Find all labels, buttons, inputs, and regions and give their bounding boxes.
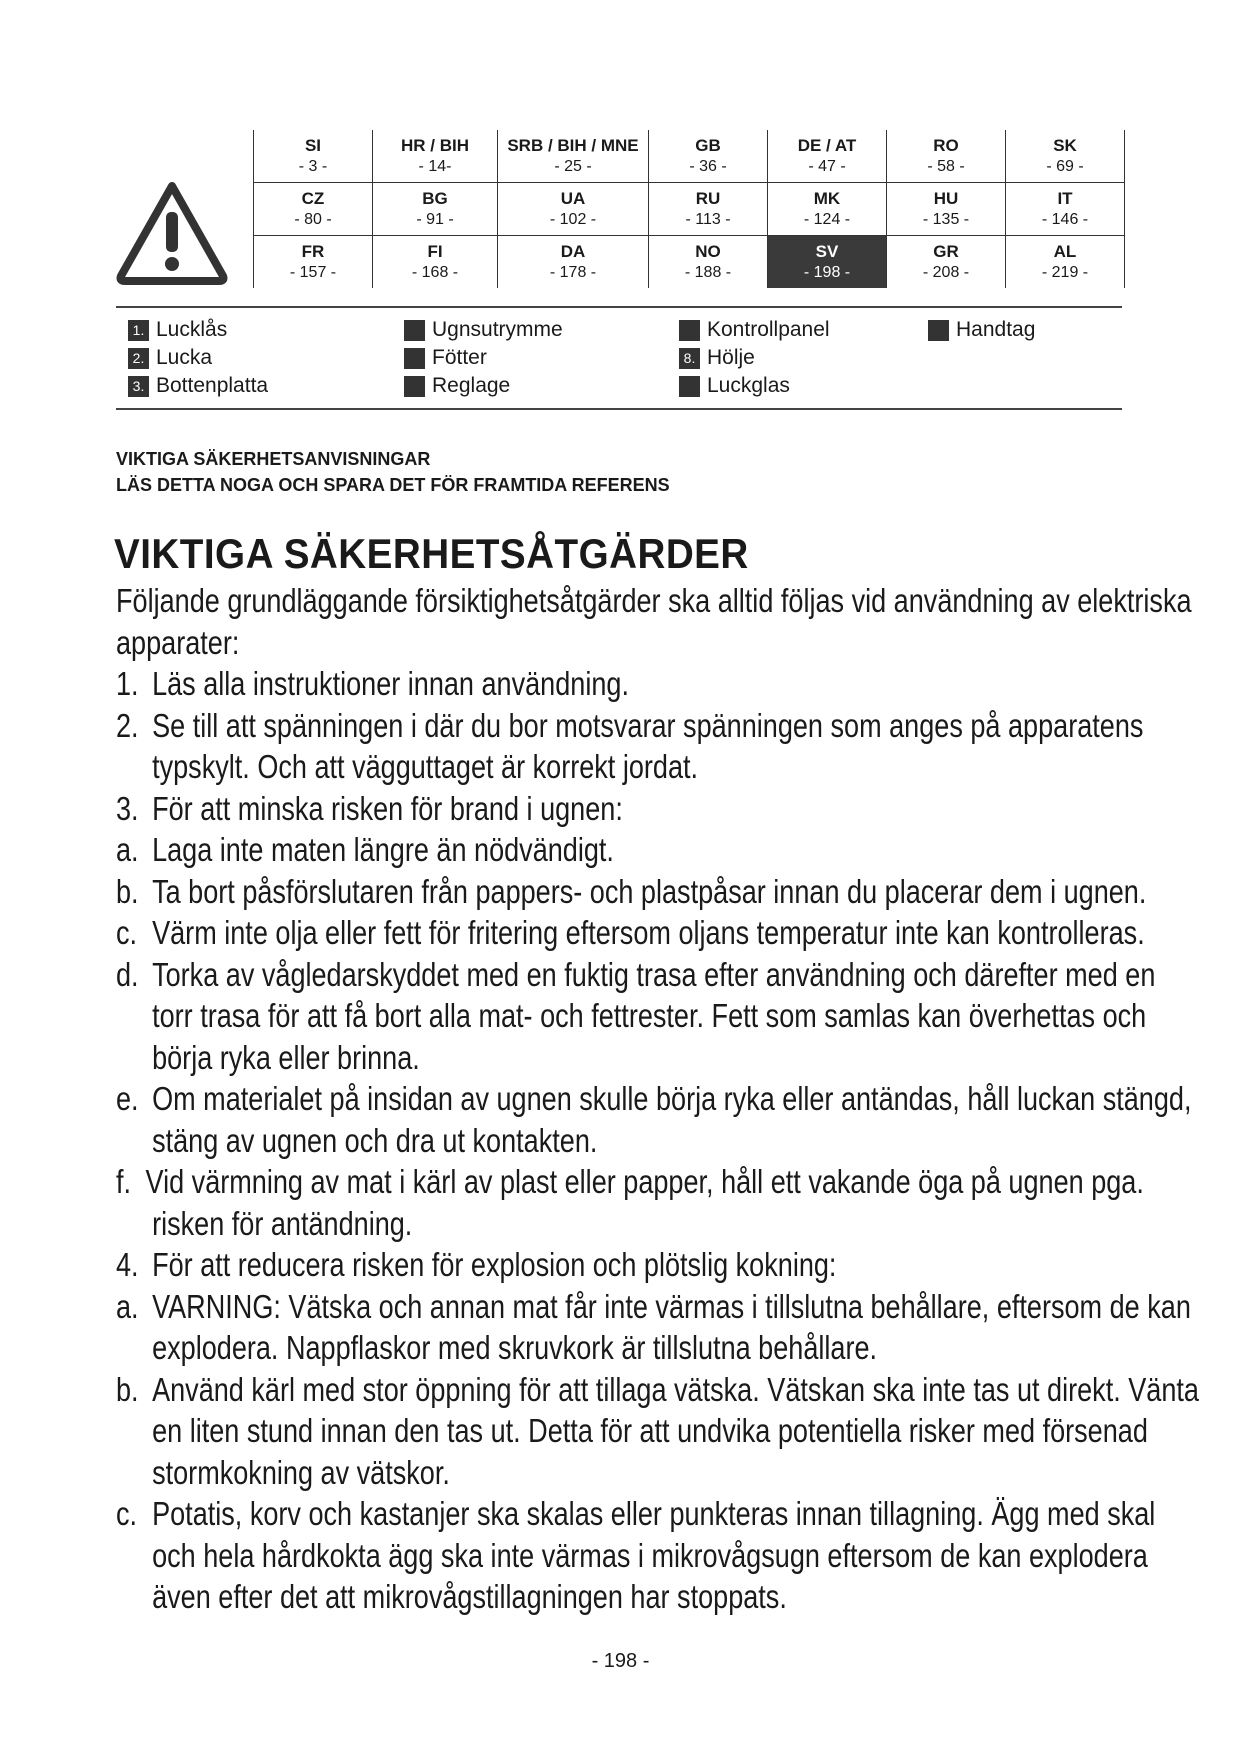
language-cell-al [1006,236,1125,289]
part-number-badge [404,320,425,341]
list-item-text: För att minska risken för brand i ugnen: [152,789,623,827]
list-marker: 1. [116,665,139,702]
part-label: Ugnsutrymme [432,318,563,341]
list-item-text: Torka av vågledarskyddet med en fuktig trasa efter användning och därefter med en [152,955,1156,993]
list-item [116,871,1147,913]
list-item-text: För att reducera risken för explosion och plötslig kokning: [152,1246,837,1283]
list-item-text: Använd kärl med stor öppning för att tillaga vätska. Vätskan ska inte tas ut direkt. Vänta [152,1370,1199,1408]
bottom-divider [116,408,1122,410]
list-item-continuation: och hela hårdkokta ägg ska inte värmas i mikrovågsugn eftersom de kan explodera [152,1536,1148,1574]
language-row [254,236,1125,289]
language-code: AL [1053,242,1077,261]
language-page: - 14- [418,158,452,175]
part-number-badge: 3. [128,376,149,397]
language-page: - 25 - [554,158,592,175]
language-page: - 135 - [922,211,970,228]
language-cell-bg [373,183,498,236]
list-marker: a. [116,831,139,868]
language-page: - 80 - [294,211,332,228]
language-code: BG [422,189,448,208]
language-row [254,183,1125,236]
language-code: NO [695,242,721,261]
language-page: - 102 - [549,211,597,228]
list-item [116,1493,1156,1535]
language-cell-it [1006,183,1125,236]
list-marker: a. [116,1287,139,1325]
list-marker: b. [116,1370,139,1408]
part-number-badge [679,320,700,341]
language-cell-si [254,130,373,183]
part-item [679,372,790,400]
language-index-table [253,130,1125,288]
part-number-badge: 8. [679,348,700,369]
part-number-badge: 1. [128,320,149,341]
part-item [404,316,563,344]
list-item [116,1369,1199,1411]
part-item [928,316,1035,344]
part-item [128,344,212,372]
top-divider [116,306,1122,308]
language-code: DA [560,242,586,261]
language-code: GR [933,242,959,261]
list-item [116,1244,969,1286]
language-code: FR [301,242,325,261]
language-page: - 36 - [689,158,727,175]
part-label: Lucklås [156,318,228,341]
part-item [128,316,227,344]
language-page: - 208 - [922,264,970,281]
list-marker: e. [116,1080,139,1117]
list-item-text: Om materialet på insidan av ugnen skulle börja ryka eller antändas, håll luckan stängd, [152,1080,1192,1117]
list-item-continuation: börja ryka eller brinna. [152,1038,420,1076]
language-code: SV [815,242,839,261]
list-marker: d. [116,955,139,993]
list-item-continuation: typskylt. Och att vägguttaget är korrekt jordat. [152,748,699,785]
warning-triangle-icon [115,180,229,286]
language-cell-ua [498,183,649,236]
part-label: Kontrollpanel [707,318,830,341]
page-number: - 198 - [591,1650,650,1672]
language-cell-fr [254,236,373,289]
part-label: Bottenplatta [156,374,269,397]
part-item [404,372,510,400]
language-cell-gb [649,130,768,183]
part-label: Handtag [956,318,1036,341]
list-marker: 4. [116,1246,139,1283]
language-code: HU [933,189,959,208]
language-page: - 188 - [684,264,732,281]
list-item-text: Värm inte olja eller fett för fritering eftersom oljans temperatur inte kan kontrolleras. [152,914,1145,951]
list-item [116,829,969,871]
list-item-continuation: stormkokning av vätskor. [152,1453,450,1491]
language-code: FI [427,242,443,261]
language-cell-srb-bih-mne [498,130,649,183]
language-cell-sk [1006,130,1125,183]
language-cell-mk [768,183,887,236]
list-marker: c. [116,1495,138,1532]
part-item [128,372,268,400]
list-item-text: Vid värmning av mat i kärl av plast eller papper, håll ett vakande öga på ugnen pga. [145,1163,1144,1200]
language-code: GB [695,136,721,155]
language-code: UA [560,189,586,208]
list-item-continuation: risken för antändning. [152,1204,413,1242]
language-page: - 157 - [289,264,337,281]
language-code: IT [1057,189,1073,208]
language-cell-no [649,236,768,289]
language-page: - 124 - [803,211,851,228]
language-code: RU [695,189,721,208]
language-cell-ro [887,130,1006,183]
list-item-continuation: en liten stund innan den tas ut. Detta för att undvika potentiella risker med försenad [152,1412,1148,1449]
language-cell-de-at [768,130,887,183]
part-item [404,344,487,372]
part-label: Lucka [156,346,213,369]
language-code: DE / AT [797,136,857,155]
list-item-continuation: även efter det att mikrovågstillagningen har stoppats. [152,1578,787,1615]
safety-headings [116,446,670,498]
language-cell-ru [649,183,768,236]
language-page: - 146 - [1041,211,1089,228]
part-item [679,316,830,344]
instructions-body [116,580,1199,1618]
part-label: Fötter [432,346,487,369]
language-page: - 47 - [808,158,846,175]
part-number-badge [928,320,949,341]
list-item-continuation: stäng av ugnen och dra ut kontakten. [152,1121,598,1159]
list-marker: 2. [116,706,139,744]
part-number-badge [404,348,425,369]
language-cell-cz [254,183,373,236]
language-cell-gr [887,236,1006,289]
language-row [254,130,1125,183]
intro-line: apparater: [116,623,240,661]
list-item-continuation: explodera. Nappflaskor med skruvkork är tillslutna behållare. [152,1329,878,1366]
part-item [679,344,755,372]
parts-legend [128,316,1118,400]
part-label: Luckglas [707,374,790,397]
list-item [116,1078,1192,1120]
list-item [116,663,969,705]
language-page: - 113 - [685,211,731,228]
page-title: VIKTIGA SÄKERHETSÅTGÄRDER [114,530,749,577]
intro-line: Följande grundläggande försiktighetsåtgärder ska alltid följas vid användning av elektriska [116,582,1192,619]
language-cell-fi [373,236,498,289]
language-code: CZ [301,189,325,208]
list-item [116,1161,1144,1203]
part-label: Reglage [432,374,511,397]
language-page: - 198 - [803,264,851,281]
language-cell-sv [768,236,887,289]
list-item-text: Se till att spänningen i där du bor motsvarar spänningen som anges på apparatens [152,706,1144,744]
language-cell-da [498,236,649,289]
language-cell-hr-bih [373,130,498,183]
list-item-text: Läs alla instruktioner innan användning. [152,665,629,702]
list-item-text: VARNING: Vätska och annan mat får inte värmas i tillslutna behållare, eftersom de kan [152,1287,1191,1325]
language-page: - 178 - [549,264,597,281]
list-item [116,705,1144,747]
part-label: Hölje [707,346,755,369]
language-page: - 219 - [1041,264,1089,281]
safety-subheading: LÄS DETTA NOGA OCH SPARA DET FÖR FRAMTIDA REFERENS [116,475,670,495]
part-number-badge [679,376,700,397]
list-item [116,1286,1191,1328]
safety-heading: VIKTIGA SÄKERHETSANVISNINGAR [116,449,431,469]
language-code: RO [933,136,959,155]
language-page: - 3 - [298,158,328,175]
list-item-text: Ta bort påsförslutaren från pappers- och plastpåsar innan du placerar dem i ugnen. [152,872,1147,910]
part-number-badge [404,376,425,397]
list-marker: f. [116,1163,132,1200]
language-code: MK [813,189,841,208]
list-item-text: Laga inte maten längre än nödvändigt. [152,831,614,868]
language-cell-hu [887,183,1006,236]
language-page: - 69 - [1046,158,1084,175]
list-marker: c. [116,914,138,951]
list-item-text: Potatis, korv och kastanjer ska skalas eller punkteras innan tillagning. Ägg med skal [152,1495,1156,1532]
language-code: SK [1053,136,1077,155]
language-page: - 168 - [411,264,459,281]
language-page: - 91 - [416,211,454,228]
language-code: HR / BIH [401,136,469,155]
language-code: SI [304,136,322,155]
part-number-badge: 2. [128,348,149,369]
list-item [116,788,969,830]
list-marker: 3. [116,789,139,827]
list-item [116,912,1145,954]
language-page: - 58 - [927,158,965,175]
language-code: SRB / BIH / MNE [507,136,639,155]
list-item-continuation: torr trasa för att få bort alla mat- och fettrester. Fett som samlas kan överhettas och [152,997,1147,1034]
list-marker: b. [116,872,139,910]
list-item [116,954,1156,996]
